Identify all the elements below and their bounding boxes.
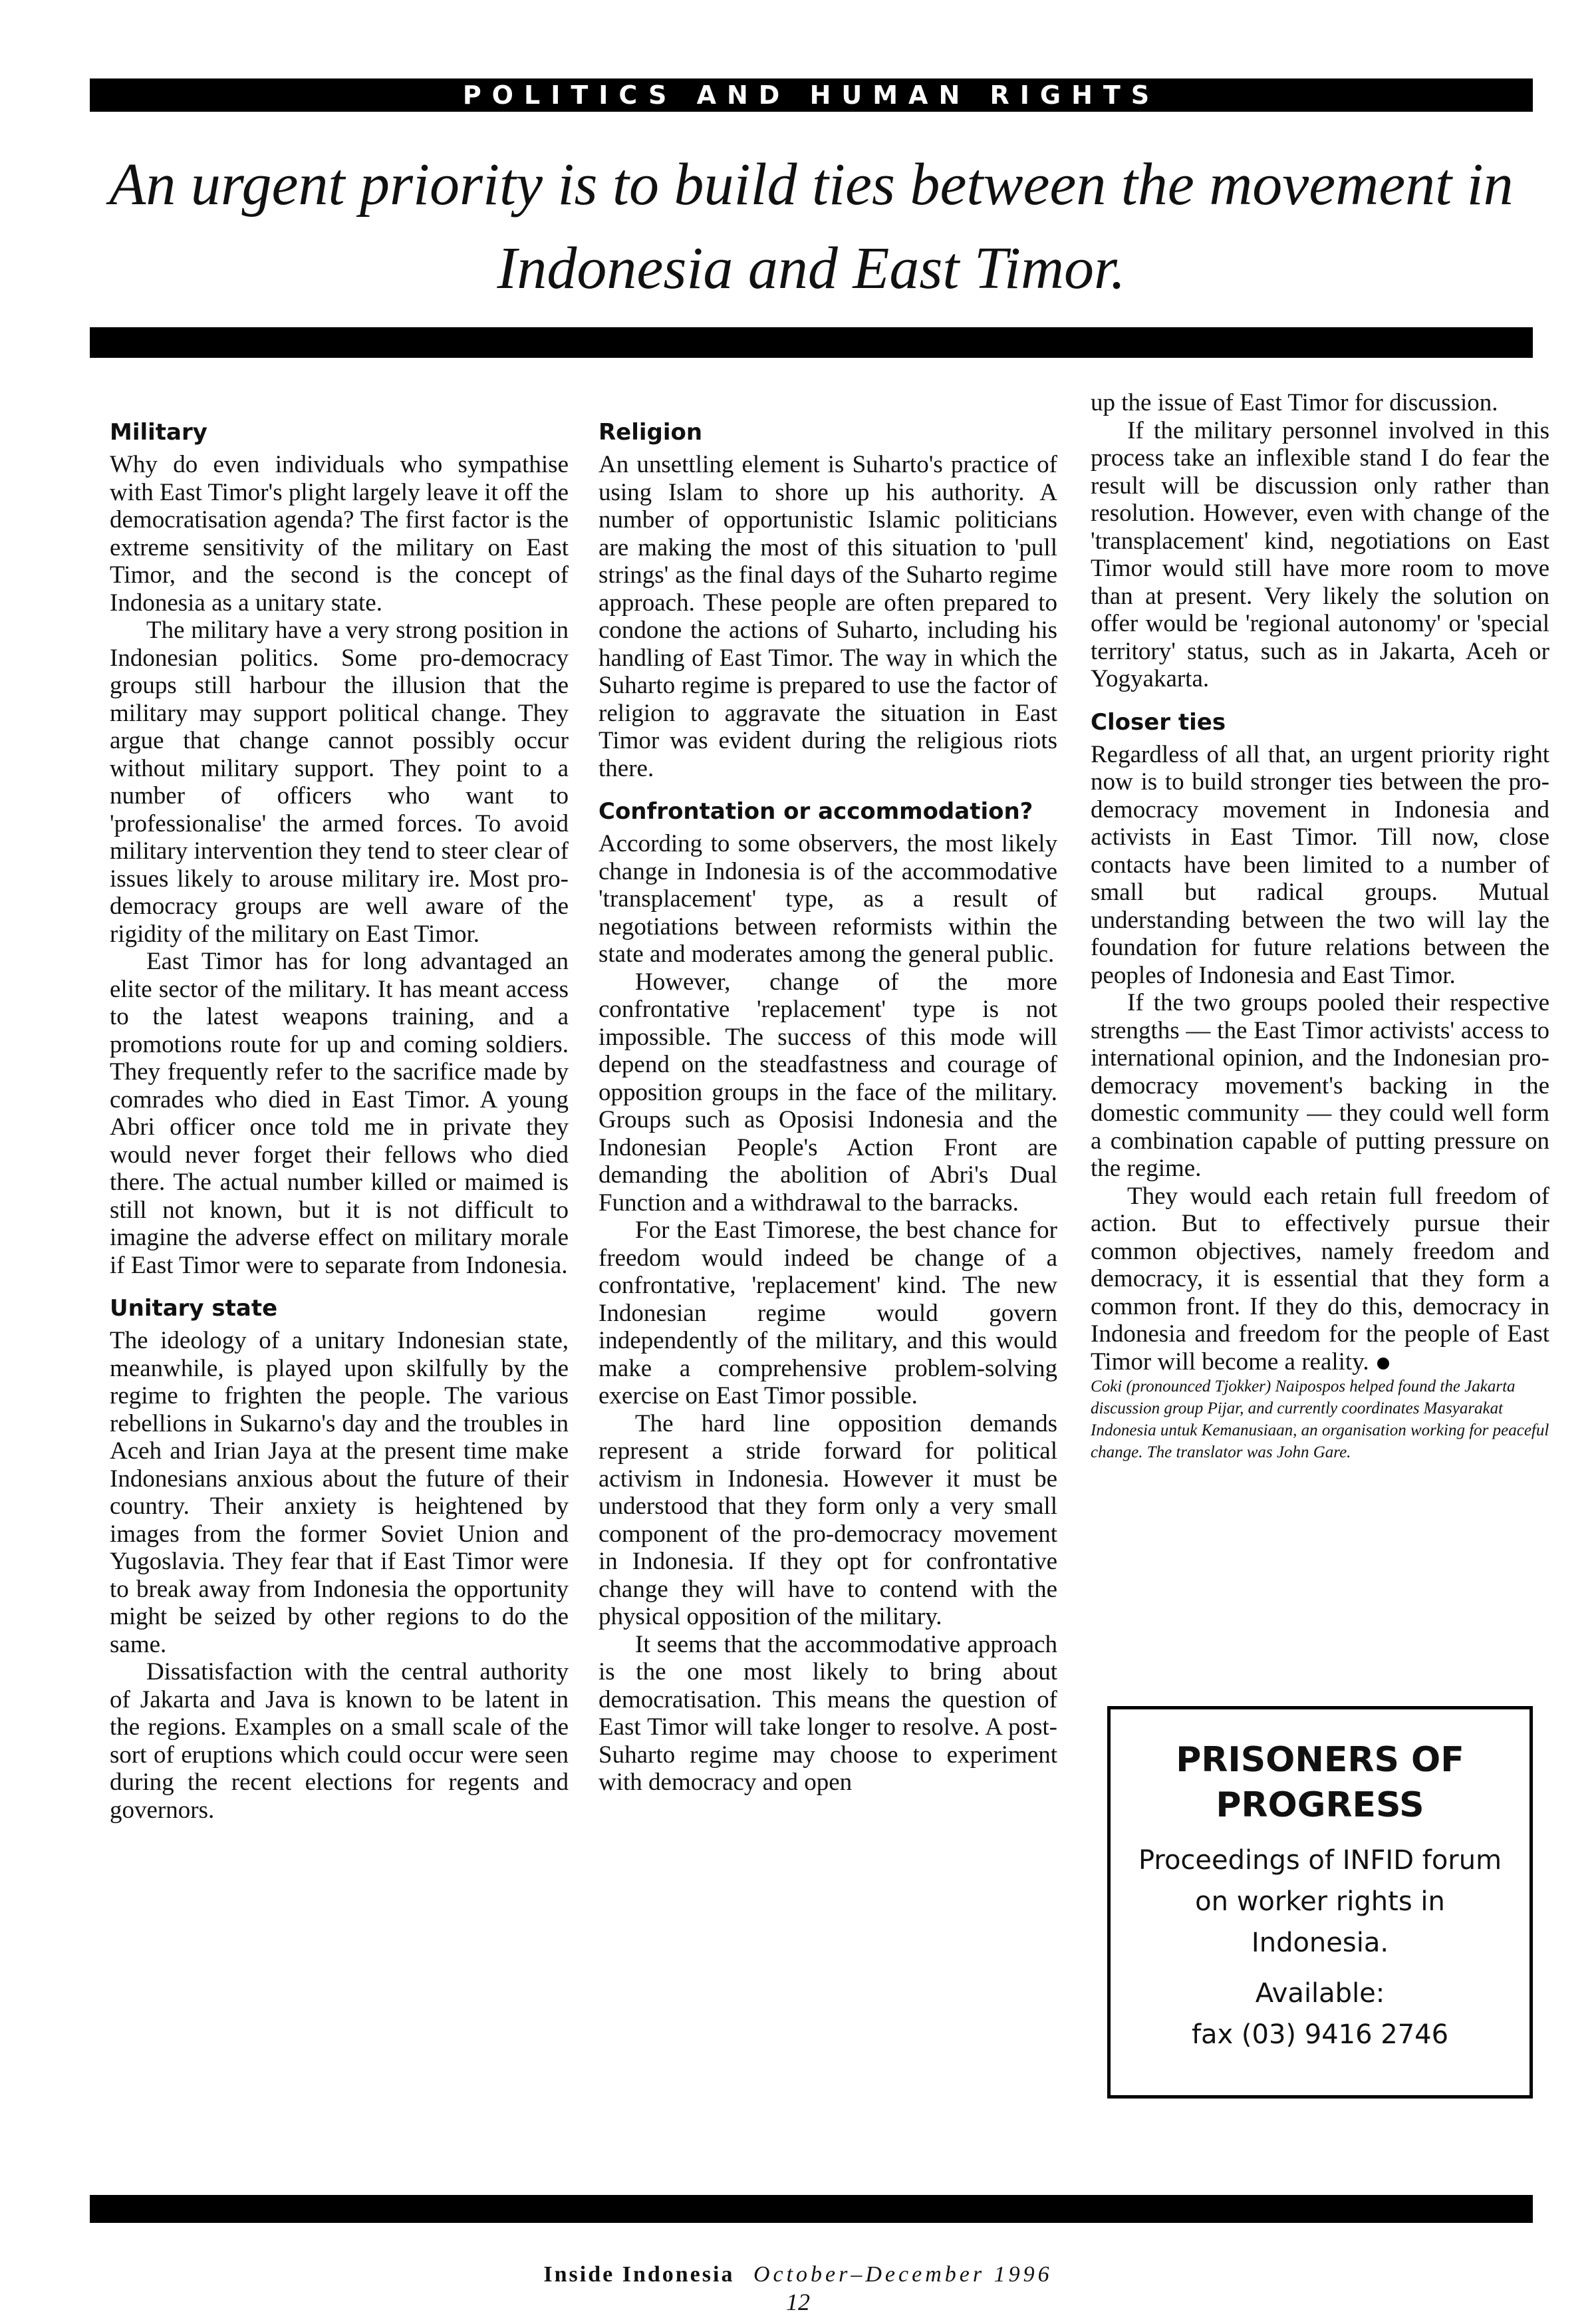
paragraph: Why do even individuals who sympathise with East Timor's plight largely leave it off the democratisation agenda? The first factor is the extreme sensitivity of the military on East Timor, and the second is the concept of Indonesia as a unitary state. bbox=[110, 451, 569, 617]
subheading-religion: Religion bbox=[598, 419, 703, 446]
ad-description: Proceedings of INFID forum on worker rights in Indonesia. bbox=[1138, 1845, 1502, 1958]
subheading-closer-ties: Closer ties bbox=[1091, 708, 1226, 736]
column-2 bbox=[598, 399, 1057, 1797]
page-number: 12 bbox=[786, 2289, 810, 2315]
paragraph: For the East Timorese, the best chance for freedom would indeed be change of a confrontative, 'replacement' kind. The new Indonesian regime would govern independently of the military, and this would make a comprehensive problem-solving exercise on East Timor possible. bbox=[598, 1217, 1057, 1409]
paragraph: The military have a very strong position in Indonesian politics. Some pro-democracy groups still harbour the illusion that the military may support political change. They argue that change cannot possibly occur without military support. They point to a number of officers who want to 'professionalise' the armed forces. To avoid military intervention they tend to steer clear of issues likely to arouse military ire. Most pro-democracy groups are well aware of the rigidity of the military on East Timor. bbox=[110, 617, 569, 948]
section-banner: POLITICS AND HUMAN RIGHTS bbox=[90, 78, 1533, 112]
top-rule bbox=[90, 327, 1533, 358]
paragraph: If the two groups pooled their respective strengths — the East Timor activists' access to international opinion, and the Indonesian pro-democracy movement's backing in the domestic community — they could well form a combination capable of putting pressure on the regime. bbox=[1091, 989, 1549, 1182]
subheading-unitary-state: Unitary state bbox=[110, 1295, 278, 1322]
paragraph: It seems that the accommodative approach is the one most likely to bring about democratisation. This means the question of East Timor will take longer to resolve. A post-Suharto regime may choose to experiment with democracy and open bbox=[598, 1630, 1057, 1796]
paragraph: Dissatisfaction with the central authority of Jakarta and Java is known to be latent in the regions. Examples on a small scale of the sort of eruptions which could occur were seen during the recent elections for regents and governors. bbox=[110, 1658, 569, 1824]
paragraph: East Timor has for long advantaged an elite sector of the military. It has meant access to the latest weapons training, and a promotions route for up and coming soldiers. They frequently refer to the sacrifice made by comrades who died in East Timor. A young Abri officer once told me in private they would never forget their fellows who died there. The actual number killed or maimed is still not known, but it is not difficult to imagine the adverse effect on military morale if East Timor were to separate from Indonesia. bbox=[110, 948, 569, 1279]
issue-date: October–December 1996 bbox=[753, 2262, 1053, 2287]
advertisement-box bbox=[1107, 1706, 1533, 2099]
ad-contact: Available: fax (03) 9416 2746 bbox=[1191, 1978, 1449, 2050]
column-1 bbox=[110, 399, 569, 1824]
paragraph: According to some observers, the most likely change in Indonesia is of the accommodative 'transplacement' type, as a result of negotiations between reformists within the state and moderates among the general public. bbox=[598, 830, 1057, 968]
paragraph: If the military personnel involved in this process take an inflexible stand I do fear the result will be discussion only rather than resolution. However, even with change of the 'transplacement' kind, negotiations on East Timor would still have more room to move than at present. Very likely the solution on offer would be 'regional autonomy' or 'special territory' status, such as in Jakarta, Aceh or Yogyakarta. bbox=[1091, 416, 1549, 692]
column-3 bbox=[1091, 389, 1549, 1463]
subheading-confrontation: Confrontation or accommodation? bbox=[598, 798, 1033, 825]
ad-title: PRISONERS OF PROGRESS bbox=[1176, 1740, 1464, 1825]
paragraph-final bbox=[1091, 1183, 1549, 1376]
paragraph: up the issue of East Timor for discussion. bbox=[1091, 389, 1498, 416]
paragraph: The hard line opposition demands represent a stride forward for political activism in Indonesia. However it must be understood that they form only a very small component of the pro-democracy movement in Indonesia. If they opt for confrontative change they will have to contend with the physical opposition of the military. bbox=[598, 1409, 1057, 1630]
paragraph: An unsettling element is Suharto's practice of using Islam to shore up his authority. A number of opportunistic Islamic politicians are making the most of this situation to 'pull strings' as the final days of the Suharto regime approach. These people are often prepared to condone the actions of Suharto, including his handling of East Timor. The way in which the Suharto regime is prepared to use the factor of religion to aggravate the situation in East Timor was evident during the religious riots there. bbox=[598, 451, 1057, 782]
page-footer bbox=[0, 2261, 1596, 2288]
article-headline: An urgent priority is to build ties between the movement in Indonesia and East Timor. bbox=[109, 152, 1514, 301]
paragraph: The ideology of a unitary Indonesian state, meanwhile, is played upon skilfully by the regime to frighten the people. The various rebellions in Sukarno's day and the troubles in Aceh and Irian Jaya at the present time make Indonesians anxious about the future of their country. Their anxiety is heightened by images from the former Soviet Union and Yugoslavia. They fear that if East Timor were to break away from Indonesia the opportunity might be seized by other regions to do the same. bbox=[110, 1327, 569, 1658]
paragraph-text: They would each retain full freedom of action. But to effectively pursue their common objectives, namely freedom and democracy, it is essential that they form a common front. If they do this, democracy in Indonesia and freedom for the people of East Timor will become a reality. bbox=[1091, 1182, 1549, 1375]
bottom-rule bbox=[90, 2195, 1533, 2223]
subheading-military: Military bbox=[110, 419, 207, 446]
magazine-name: Inside Indonesia bbox=[543, 2262, 735, 2287]
end-mark-icon bbox=[1377, 1358, 1389, 1370]
paragraph: Regardless of all that, an urgent priority right now is to build stronger ties between the pro-democracy movement in Indonesia and activists in East Timor. Till now, close contacts have been limited to a number of small but radical groups. Mutual understanding between the two will lay the foundation for future relations between the peoples of Indonesia and East Timor. bbox=[1091, 740, 1549, 989]
paragraph: However, change of the more confrontative 'replacement' type is not impossible. The success of this mode will depend on the steadfastness and courage of opposition groups in the face of the military. Groups such as Oposisi Indonesia and the Indonesian People's Action Front are demanding the abolition of Abri's Dual Function and a withdrawal to the barracks. bbox=[598, 968, 1057, 1217]
author-credit: Coki (pronounced Tjokker) Naipospos helped found the Jakarta discussion group Pijar, and currently coordinates Masyarakat Indonesia untuk Kemanusiaan, an organisation working for peaceful change. The translator was John Gare. bbox=[1091, 1377, 1549, 1461]
